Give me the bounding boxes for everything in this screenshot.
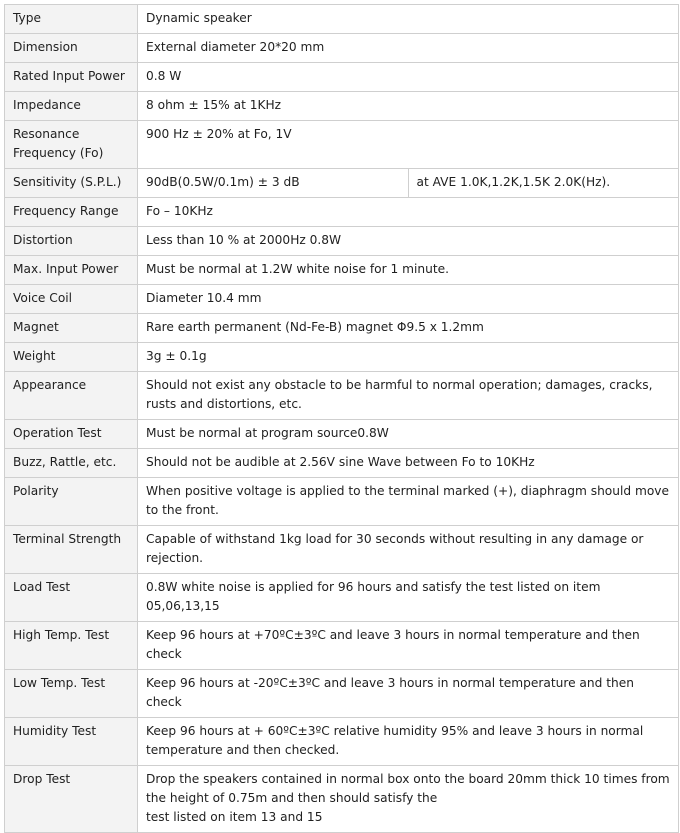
table-row: [5, 198, 679, 227]
row-value: Keep 96 hours at + 60ºC±3ºC relative humidity 95% and leave 3 hours in normal temperature and then checked.: [138, 718, 679, 766]
row-label: Polarity: [5, 478, 138, 526]
row-value: 0.8W white noise is applied for 96 hours and satisfy the test listed on item 05,06,13,15: [138, 574, 679, 622]
row-label: Dimension: [5, 34, 138, 63]
row-value: External diameter 20*20 mm: [138, 34, 679, 63]
table-row: [5, 256, 679, 285]
row-value: 900 Hz ± 20% at Fo, 1V: [138, 121, 679, 169]
row-value: Keep 96 hours at +70ºC±3ºC and leave 3 hours in normal temperature and then check: [138, 622, 679, 670]
table-row: [5, 343, 679, 372]
row-value-secondary: at AVE 1.0K,1.2K,1.5K 2.0K(Hz).: [408, 169, 679, 198]
table-row: [5, 420, 679, 449]
row-label: Type: [5, 5, 138, 34]
row-value: Capable of withstand 1kg load for 30 seconds without resulting in any damage or rejection.: [138, 526, 679, 574]
row-label: Distortion: [5, 227, 138, 256]
row-label: Impedance: [5, 92, 138, 121]
row-value: Keep 96 hours at -20ºC±3ºC and leave 3 hours in normal temperature and then check: [138, 670, 679, 718]
table-row: [5, 670, 679, 718]
row-label: Sensitivity (S.P.L.): [5, 169, 138, 198]
row-value: Rare earth permanent (Nd-Fe-B) magnet Φ9.5 x 1.2mm: [138, 314, 679, 343]
table-row: [5, 574, 679, 622]
row-value: Diameter 10.4 mm: [138, 285, 679, 314]
row-label: Terminal Strength: [5, 526, 138, 574]
row-label: Low Temp. Test: [5, 670, 138, 718]
row-label: Drop Test: [5, 766, 138, 833]
row-label: Humidity Test: [5, 718, 138, 766]
table-row: [5, 34, 679, 63]
row-value: Dynamic speaker: [138, 5, 679, 34]
table-row: [5, 92, 679, 121]
row-value: When positive voltage is applied to the terminal marked (+), diaphragm should move to the front.: [138, 478, 679, 526]
table-row: [5, 718, 679, 766]
row-value-primary: 90dB(0.5W/0.1m) ± 3 dB: [138, 169, 409, 198]
spec-table: [4, 4, 679, 833]
table-row: [5, 169, 679, 198]
row-value: Less than 10 % at 2000Hz 0.8W: [138, 227, 679, 256]
row-value: Must be normal at program source0.8W: [138, 420, 679, 449]
row-value: Fo – 10KHz: [138, 198, 679, 227]
row-label: Max. Input Power: [5, 256, 138, 285]
row-label: High Temp. Test: [5, 622, 138, 670]
row-label: Weight: [5, 343, 138, 372]
row-value-line: Drop the speakers contained in normal box onto the board 20mm thick 10 times from the height of 0.75m and then should satisfy the: [146, 772, 670, 805]
table-row: [5, 622, 679, 670]
row-value: Should not exist any obstacle to be harmful to normal operation; damages, cracks, rusts and distortions, etc.: [138, 372, 679, 420]
row-value: 8 ohm ± 15% at 1KHz: [138, 92, 679, 121]
row-label: Magnet: [5, 314, 138, 343]
row-value: 0.8 W: [138, 63, 679, 92]
table-row: [5, 5, 679, 34]
row-label: Frequency Range: [5, 198, 138, 227]
row-label: Load Test: [5, 574, 138, 622]
row-label: Voice Coil: [5, 285, 138, 314]
row-label: Resonance Frequency (Fo): [5, 121, 138, 169]
row-label: Operation Test: [5, 420, 138, 449]
table-row: [5, 121, 679, 169]
table-row: [5, 285, 679, 314]
row-value: Must be normal at 1.2W white noise for 1 minute.: [138, 256, 679, 285]
table-row: [5, 766, 679, 833]
table-row: [5, 63, 679, 92]
row-label: Buzz, Rattle, etc.: [5, 449, 138, 478]
row-value: 3g ± 0.1g: [138, 343, 679, 372]
row-value: Should not be audible at 2.56V sine Wave between Fo to 10KHz: [138, 449, 679, 478]
row-value: [138, 766, 679, 833]
table-row: [5, 227, 679, 256]
table-row: [5, 478, 679, 526]
table-row: [5, 372, 679, 420]
table-row: [5, 449, 679, 478]
table-row: [5, 526, 679, 574]
row-label: Rated Input Power: [5, 63, 138, 92]
table-row: [5, 314, 679, 343]
row-label: Appearance: [5, 372, 138, 420]
row-value-line: test listed on item 13 and 15: [146, 810, 323, 824]
